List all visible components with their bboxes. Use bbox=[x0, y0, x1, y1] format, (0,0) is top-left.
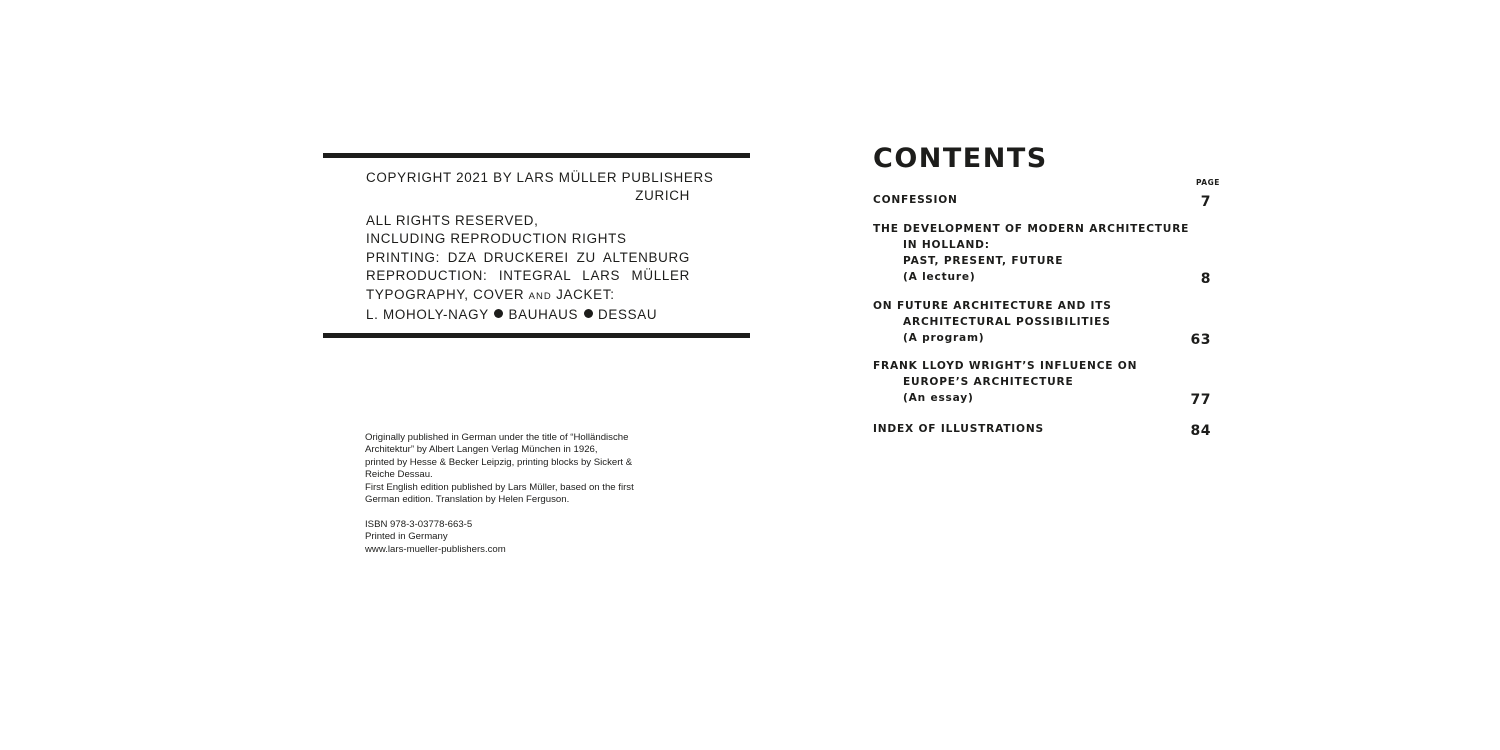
toc-page-number: 7 bbox=[1200, 194, 1211, 210]
toc-entry-subtitle: (An essay) bbox=[903, 392, 974, 404]
note-line: Originally published in German under the title of “Holländische bbox=[365, 432, 629, 443]
toc-page-number: 8 bbox=[1200, 271, 1211, 287]
rights-block bbox=[366, 212, 690, 324]
publication-note bbox=[365, 432, 665, 506]
note-line: Architektur” by Albert Langen Verlag München in 1926, bbox=[365, 444, 598, 456]
toc-page-number: 63 bbox=[1190, 332, 1211, 348]
toc-entry-title: CONFESSION bbox=[873, 194, 958, 206]
note-line: Reiche Dessau. bbox=[365, 469, 433, 481]
toc-entry-title-cont: EUROPE’S ARCHITECTURE bbox=[903, 376, 1074, 388]
note-line: First English edition published by Lars Müller, based on the first bbox=[365, 481, 634, 493]
typography-line bbox=[366, 286, 690, 306]
contents-title: CONTENTS bbox=[873, 143, 1048, 174]
designer-line bbox=[366, 306, 690, 324]
reproduction-line: REPRODUCTION: INTEGRAL LARS MÜLLER bbox=[366, 268, 690, 284]
toc-entry-frank-lloyd-wright[interactable] bbox=[873, 358, 1213, 406]
bullet-dot-icon bbox=[584, 309, 593, 318]
typography-post: JACKET: bbox=[551, 286, 615, 302]
toc-entry-confession[interactable] bbox=[873, 192, 1213, 208]
website-link[interactable]: www.lars-mueller-publishers.com bbox=[365, 543, 506, 555]
toc-entry-modern-architecture-holland[interactable] bbox=[873, 221, 1213, 285]
note-line: printed by Hesse & Becker Leipzig, printing blocks by Sickert & bbox=[365, 456, 633, 468]
toc-page-number: 84 bbox=[1190, 423, 1211, 439]
copyright-block bbox=[366, 169, 714, 206]
toc-entry-title: INDEX OF ILLUSTRATIONS bbox=[873, 423, 1044, 435]
place-bauhaus: BAUHAUS bbox=[508, 307, 579, 323]
printing-line: PRINTING: DZA DRUCKEREI ZU ALTENBURG bbox=[366, 249, 690, 265]
toc-entry-subtitle: (A lecture) bbox=[903, 271, 976, 283]
toc-entry-index-of-illustrations[interactable] bbox=[873, 421, 1213, 437]
isbn: ISBN 978-3-03778-663-5 bbox=[365, 519, 473, 530]
bottom-rule bbox=[323, 333, 750, 338]
printed-in: Printed in Germany bbox=[365, 531, 448, 543]
place-dessau: DESSAU bbox=[598, 307, 658, 323]
top-rule bbox=[323, 153, 750, 158]
rights-line: ALL RIGHTS RESERVED, bbox=[366, 213, 539, 228]
toc-entry-future-architecture[interactable] bbox=[873, 298, 1213, 346]
toc-page-number: 77 bbox=[1190, 392, 1211, 408]
copyright-city: ZURICH bbox=[635, 188, 690, 204]
note-line: German edition. Translation by Helen Ferguson. bbox=[365, 494, 570, 506]
toc-entry-title-cont: IN HOLLAND: bbox=[903, 239, 990, 251]
toc-entry-title: FRANK LLOYD WRIGHT’S INFLUENCE ON bbox=[873, 360, 1138, 372]
toc-entry-title: ON FUTURE ARCHITECTURE AND ITS bbox=[873, 300, 1112, 312]
designer-name: L. MOHOLY-NAGY bbox=[366, 307, 489, 323]
page-column-label: PAGE bbox=[1196, 178, 1220, 187]
isbn-block bbox=[365, 519, 665, 556]
bullet-dot-icon bbox=[494, 309, 503, 318]
toc-entry-title-cont: PAST, PRESENT, FUTURE bbox=[903, 255, 1064, 267]
typography-pre: TYPOGRAPHY, COVER bbox=[366, 286, 529, 302]
toc-entry-title-cont: ARCHITECTURAL POSSIBILITIES bbox=[903, 316, 1111, 328]
toc-entry-title: THE DEVELOPMENT OF MODERN ARCHITECTURE bbox=[873, 223, 1190, 235]
toc-entry-subtitle: (A program) bbox=[903, 332, 985, 344]
typography-and: AND bbox=[528, 290, 552, 302]
copyright-line: COPYRIGHT 2021 BY LARS MÜLLER PUBLISHERS bbox=[366, 170, 714, 185]
reproduction-rights-line: INCLUDING REPRODUCTION RIGHTS bbox=[366, 231, 627, 247]
